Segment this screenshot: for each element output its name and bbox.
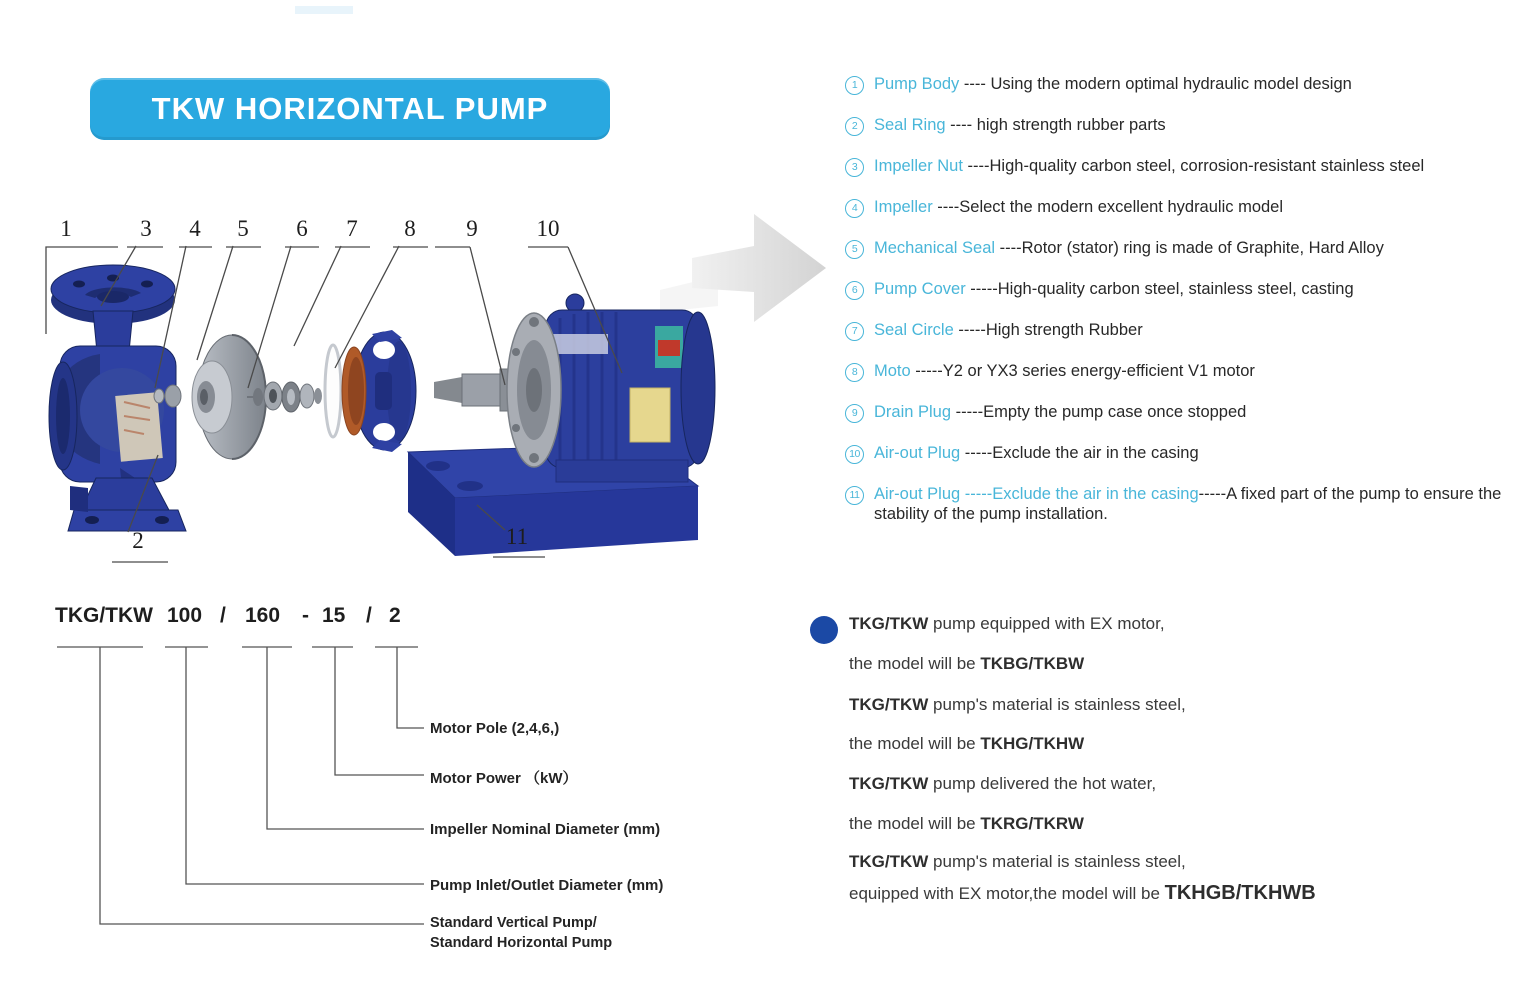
part-text: Air-out Plug -----Exclude the air in the casing-----A fixed part of the pump to ensure the stability of the pump installation. — [874, 485, 1502, 524]
callout-number: 1 — [60, 216, 72, 241]
part-text: Drain Plug -----Empty the pump case once stopped — [874, 403, 1247, 421]
part-list-item — [845, 443, 1510, 464]
page-title-text: TKW HORIZONTAL PUMP — [151, 91, 549, 126]
part-number-badge: 8 — [845, 363, 864, 382]
parts-list — [845, 74, 1510, 545]
part-number-badge: 11 — [845, 486, 864, 505]
seal-circle-art — [325, 345, 341, 437]
model-code-label: Standard Horizontal Pump — [430, 935, 613, 951]
part-list-item — [845, 361, 1510, 382]
model-code-lines — [57, 647, 424, 924]
part-number-badge: 2 — [845, 117, 864, 136]
model-note-line: TKG/TKW pump delivered the hot water, — [849, 774, 1157, 793]
model-note-line: equipped with EX motor,the model will be TKHGB/TKHWB — [849, 882, 1316, 904]
part-list-item — [845, 197, 1510, 218]
callout-number: 3 — [140, 216, 152, 241]
callout-number: 2 — [132, 528, 144, 553]
part-text: Air-out Plug -----Exclude the air in the casing — [874, 444, 1199, 462]
part-number-badge: 3 — [845, 158, 864, 177]
part-list-item — [845, 115, 1510, 136]
part-text: Seal Ring ---- high strength rubber parts — [874, 116, 1166, 134]
part-text: Pump Body ---- Using the modern optimal hydraulic model design — [874, 75, 1352, 93]
callout-number: 7 — [346, 216, 358, 241]
model-code-segment: 2 — [389, 604, 401, 627]
model-note-line: TKG/TKW pump's material is stainless steel, — [849, 695, 1186, 714]
part-number-badge: 6 — [845, 281, 864, 300]
part-text: Moto -----Y2 or YX3 series energy-efficient V1 motor — [874, 362, 1255, 380]
part-number-badge: 4 — [845, 199, 864, 218]
callout-number: 9 — [466, 216, 478, 241]
model-note-line: TKG/TKW pump equipped with EX motor, — [849, 614, 1165, 633]
model-code-segment: 100 — [167, 604, 203, 627]
part-number-badge: 10 — [845, 445, 864, 464]
model-code-segment: 15 — [322, 604, 346, 627]
part-list-item — [845, 156, 1510, 177]
part-number-badge: 5 — [845, 240, 864, 259]
part-list-item — [845, 238, 1510, 259]
model-code-label: Impeller Nominal Diameter (mm) — [430, 821, 661, 838]
part-list-item — [845, 74, 1510, 95]
model-code-segment: / — [366, 604, 372, 627]
model-note-line: the model will be TKHG/TKHW — [849, 734, 1085, 753]
model-code-segment: / — [220, 604, 226, 627]
part-list-item — [845, 402, 1510, 423]
model-code-label: Standard Vertical Pump/ — [430, 915, 597, 931]
part-list-item — [845, 484, 1510, 525]
arrow-right-icon — [660, 214, 826, 322]
model-code-segment: - — [302, 604, 309, 627]
callout-number: 6 — [296, 216, 308, 241]
model-code-label: Motor Power （kW） — [430, 770, 578, 787]
part-list-item — [845, 320, 1510, 341]
callout-number: 10 — [536, 216, 560, 241]
callout-number: 8 — [404, 216, 416, 241]
model-code-segment: TKG/TKW — [55, 604, 153, 627]
callout-number: 11 — [505, 524, 529, 549]
page-title — [90, 78, 610, 140]
part-text: Impeller Nut ----High-quality carbon steel, corrosion-resistant stainless steel — [874, 157, 1425, 175]
pump-cover-art — [342, 330, 416, 452]
model-note-line: the model will be TKRG/TKRW — [849, 814, 1084, 833]
part-number-badge: 9 — [845, 404, 864, 423]
part-list-item — [845, 279, 1510, 300]
model-note-line: the model will be TKBG/TKBW — [849, 654, 1085, 673]
callout-number: 5 — [237, 216, 249, 241]
model-note-line: TKG/TKW pump's material is stainless steel, — [849, 852, 1186, 871]
model-code-label: Pump Inlet/Outlet Diameter (mm) — [430, 877, 664, 894]
part-text: Seal Circle -----High strength Rubber — [874, 321, 1143, 339]
model-code-segment: 160 — [245, 604, 281, 627]
part-number-badge: 7 — [845, 322, 864, 341]
model-code-label: Motor Pole (2,4,6,) — [430, 720, 560, 737]
callout-number: 4 — [189, 216, 201, 241]
part-number-badge: 1 — [845, 76, 864, 95]
part-text: Impeller ----Select the modern excellent hydraulic model — [874, 198, 1284, 216]
part-text: Pump Cover -----High-quality carbon steel, stainless steel, casting — [874, 280, 1354, 298]
part-text: Mechanical Seal ----Rotor (stator) ring is made of Graphite, Hard Alloy — [874, 239, 1384, 257]
bullet-icon — [810, 616, 838, 644]
top-blue-dash — [295, 6, 353, 14]
